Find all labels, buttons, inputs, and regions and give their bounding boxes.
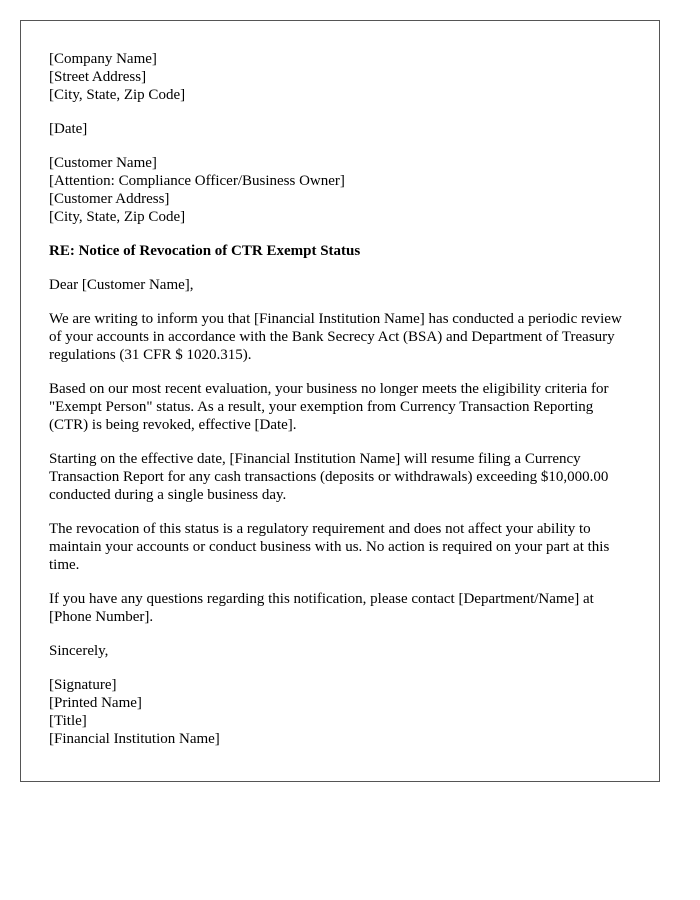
sender-city-state-zip: [City, State, Zip Code] [49, 87, 186, 103]
signature-line: [Signature] [49, 677, 117, 693]
signature-block [49, 676, 631, 748]
body-paragraph-2: Based on our most recent evaluation, your business no longer meets the eligibility criteria for "Exempt Person" status. As a result, your exemption from Currency Transaction Reporting (CTR) is being revoked, effective [Date]. [49, 381, 609, 433]
sender-address-block [49, 50, 631, 104]
letter-page [20, 20, 660, 782]
body-paragraph-1: We are writing to inform you that [Financial Institution Name] has conducted a periodic review of your accounts in accordance with the Bank Secrecy Act (BSA) and Department of Treasury regulations (31 CFR $ 1020.315). [49, 311, 622, 363]
recipient-address-block [49, 154, 631, 226]
recipient-city-state-zip: [City, State, Zip Code] [49, 209, 186, 225]
recipient-customer-address: [Customer Address] [49, 191, 170, 207]
recipient-attention: [Attention: Compliance Officer/Business Owner] [49, 173, 345, 189]
body-paragraph-3: Starting on the effective date, [Financial Institution Name] will resume filing a Currency Transaction Report for any cash transactions (deposits or withdrawals) exceeding $10,000.00 conducted during a single business day. [49, 451, 609, 503]
salutation: Dear [Customer Name], [49, 277, 194, 293]
recipient-customer-name: [Customer Name] [49, 155, 157, 171]
body-paragraph-5: If you have any questions regarding this notification, please contact [Department/Name] at [Phone Number]. [49, 591, 594, 625]
signer-title: [Title] [49, 713, 87, 729]
date-text: [Date] [49, 121, 88, 137]
closing: Sincerely, [49, 643, 109, 659]
subject-line: RE: Notice of Revocation of CTR Exempt Status [49, 243, 361, 259]
printed-name: [Printed Name] [49, 695, 142, 711]
institution-name: [Financial Institution Name] [49, 731, 220, 747]
sender-company-name: [Company Name] [49, 51, 157, 67]
sender-street-address: [Street Address] [49, 69, 147, 85]
body-paragraph-4: The revocation of this status is a regulatory requirement and does not affect your ability to maintain your accounts or conduct business with us. No action is required on your part at this time. [49, 521, 610, 573]
letter-date [49, 120, 631, 138]
